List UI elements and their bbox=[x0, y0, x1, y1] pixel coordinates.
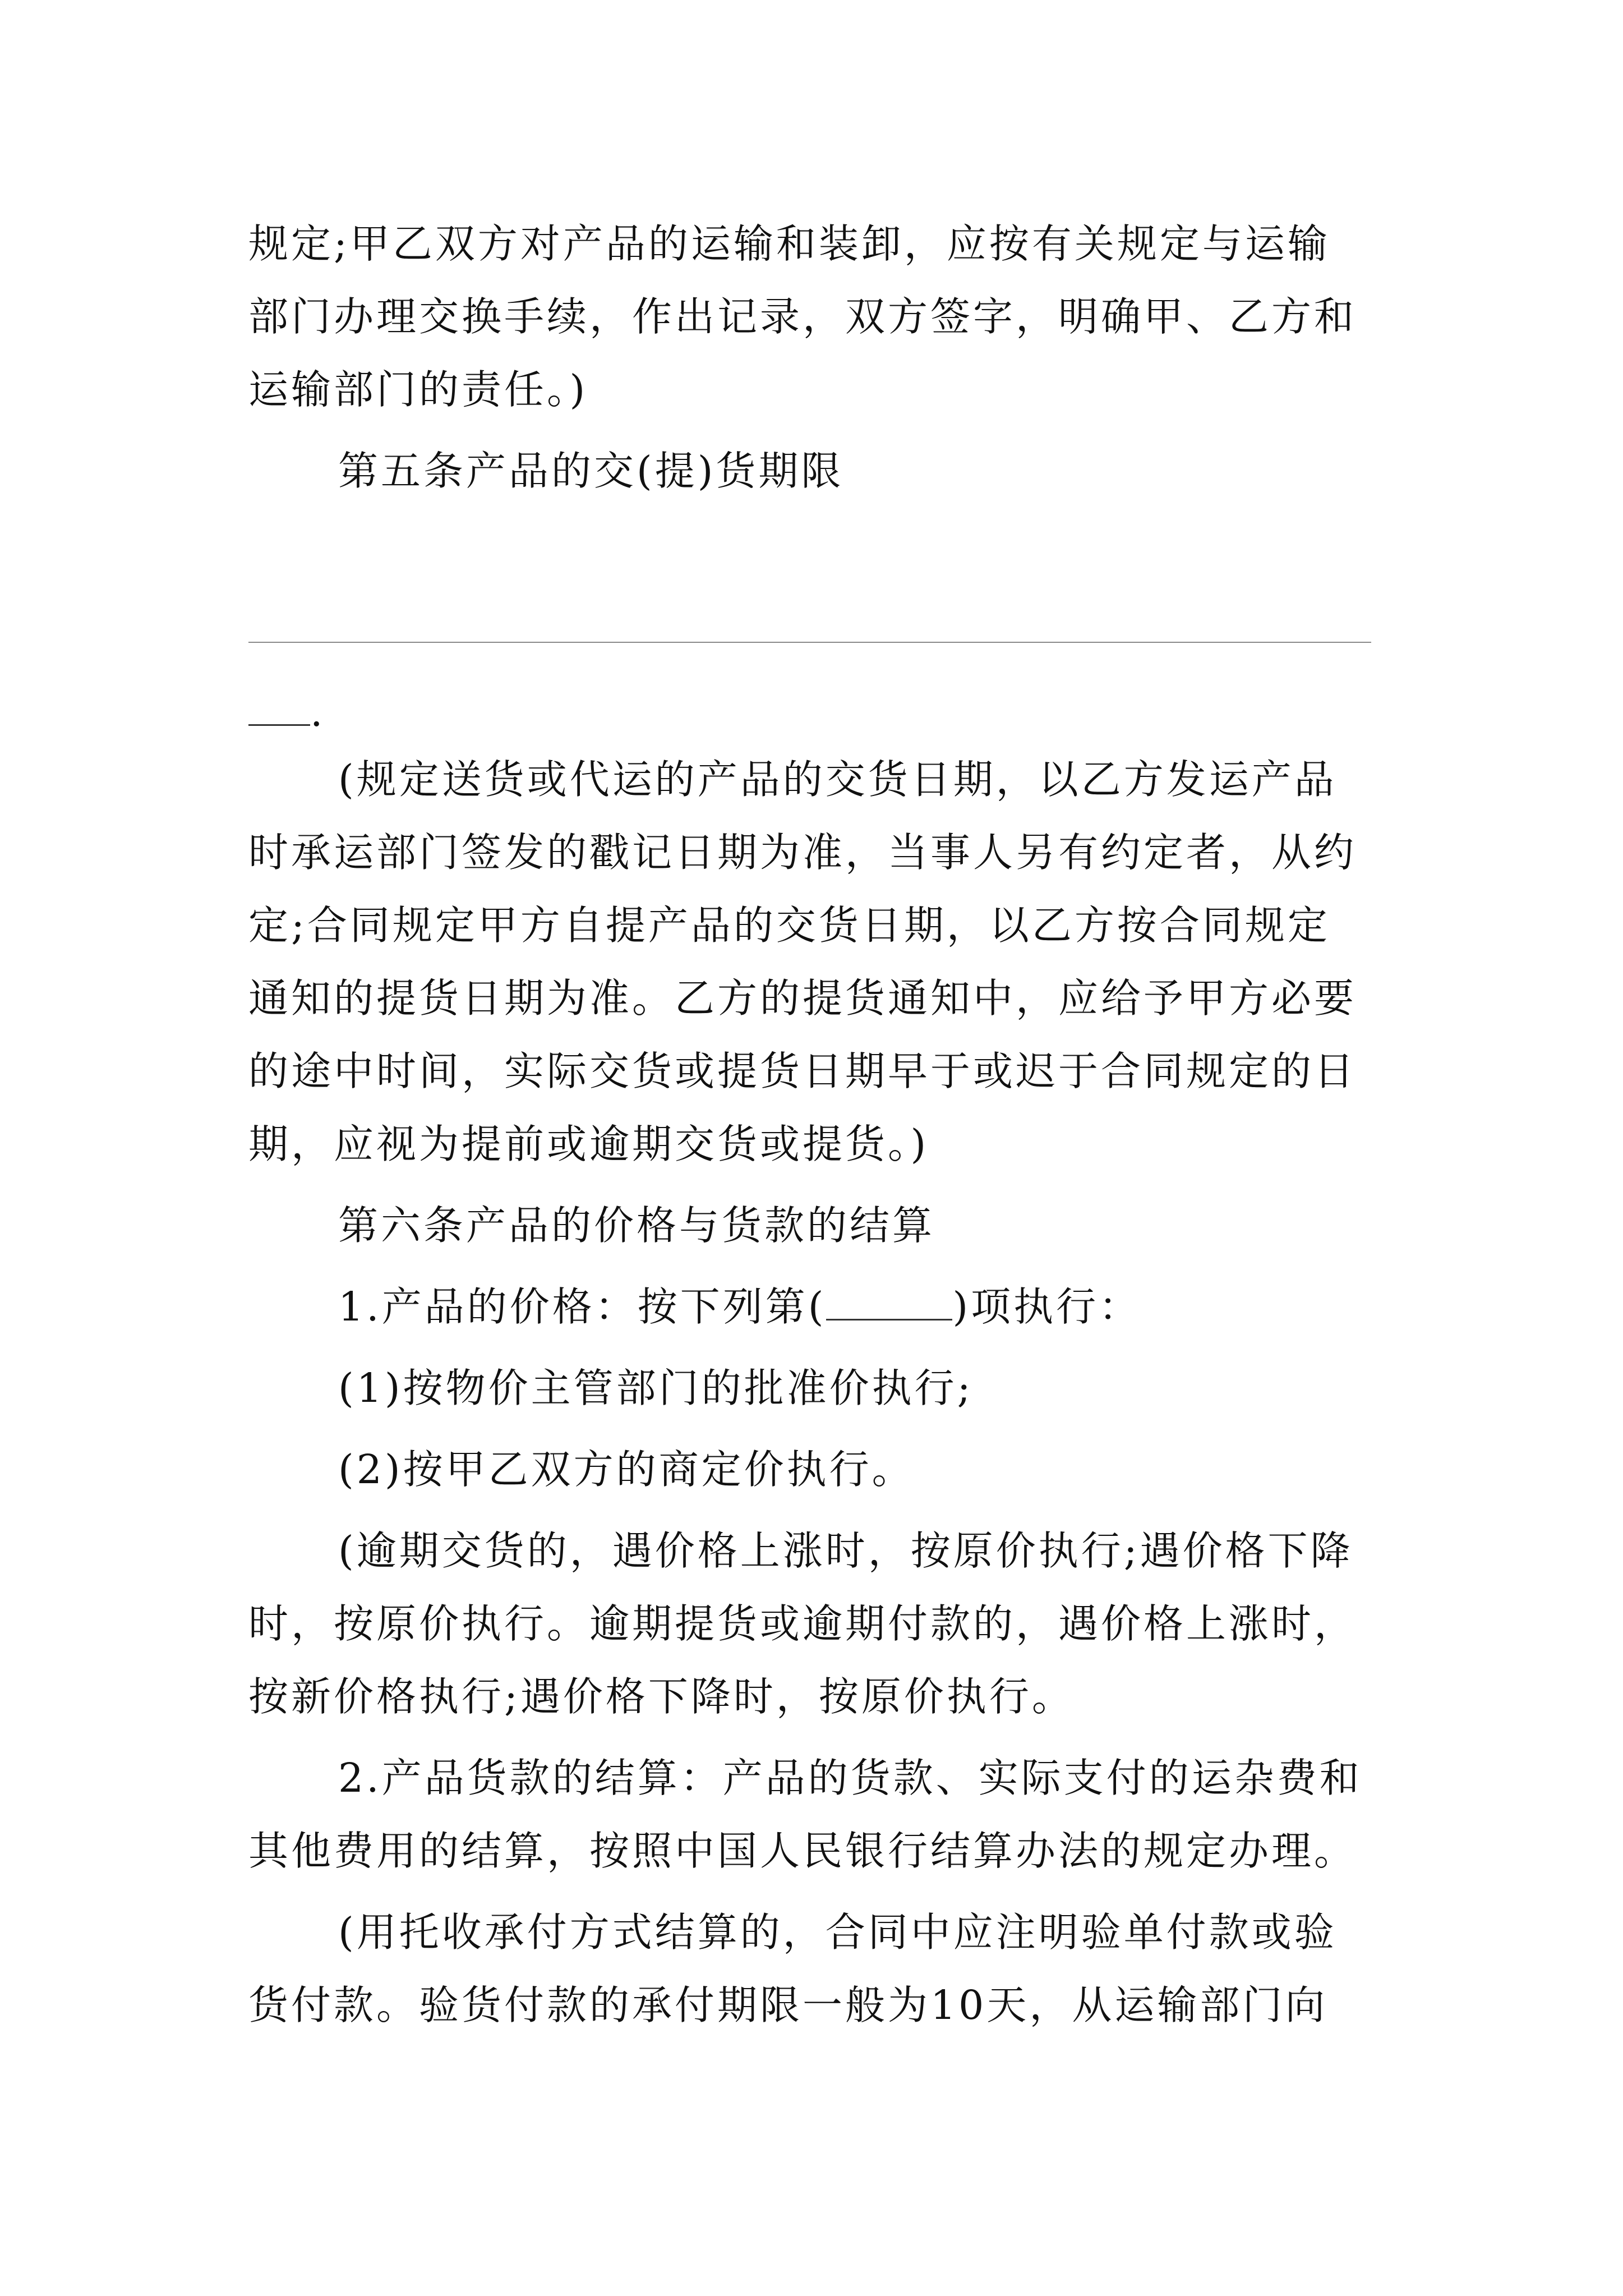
text-line: 定;合同规定甲方自提产品的交货日期，以乙方按合同规定 bbox=[248, 902, 1330, 949]
text-line: 规定;甲乙双方对产品的运输和装卸，应按有关规定与运输 bbox=[248, 220, 1330, 267]
text-fragment: )项执行： bbox=[952, 1283, 1142, 1330]
text-line: 时，按原价执行。逾期提货或逾期付款的，遇价格上涨时， bbox=[248, 1600, 1357, 1647]
text-line: (2)按甲乙双方的商定价执行。 bbox=[338, 1446, 915, 1493]
text-line: 运输部门的责任。) bbox=[248, 366, 588, 413]
text-line: 其他费用的结算，按照中国人民银行结算办法的规定办理。 bbox=[248, 1828, 1357, 1874]
text-line: 时承运部门签发的戳记日期为准，当事人另有约定者，从约 bbox=[248, 829, 1357, 876]
text-line: 通知的提货日期为准。乙方的提货通知中，应给予甲方必要 bbox=[248, 975, 1357, 1022]
text-line: (用托收承付方式结算的，合同中应注明验单付款或验 bbox=[338, 1909, 1337, 1955]
text-line: 部门办理交换手续，作出记录，双方签字，明确甲、乙方和 bbox=[248, 293, 1357, 340]
text-line: 按新价格执行;遇价格下降时，按原价执行。 bbox=[248, 1673, 1075, 1720]
blank-line bbox=[248, 687, 326, 738]
text-line: 货付款。验货付款的承付期限一般为10天，从运输部门向 bbox=[248, 1982, 1328, 2028]
text-line: (规定送货或代运的产品的交货日期，以乙方发运产品 bbox=[338, 756, 1337, 803]
article-heading: 第五条产品的交(提)货期限 bbox=[338, 448, 844, 494]
text-fragment: . bbox=[310, 689, 326, 735]
text-line: (1)按物价主管部门的批准价执行; bbox=[338, 1365, 974, 1411]
text-line: 期，应视为提前或逾期交货或提货。) bbox=[248, 1121, 929, 1167]
text-line: 2.产品货款的结算：产品的货款、实际支付的运杂费和 bbox=[338, 1755, 1362, 1801]
fill-in-blank bbox=[826, 1285, 952, 1320]
article-heading: 第六条产品的价格与货款的结算 bbox=[338, 1202, 935, 1249]
text-line: (逾期交货的，遇价格上涨时，按原价执行;遇价格下降 bbox=[338, 1527, 1353, 1574]
text-line: 的途中时间，实际交货或提货日期早于或迟于合同规定的日 bbox=[248, 1048, 1357, 1094]
text-fragment: 1.产品的价格：按下列第( bbox=[338, 1283, 827, 1330]
fill-in-rule bbox=[248, 642, 1371, 643]
text-line-with-blank bbox=[338, 1282, 1141, 1332]
fill-in-blank bbox=[248, 691, 310, 726]
